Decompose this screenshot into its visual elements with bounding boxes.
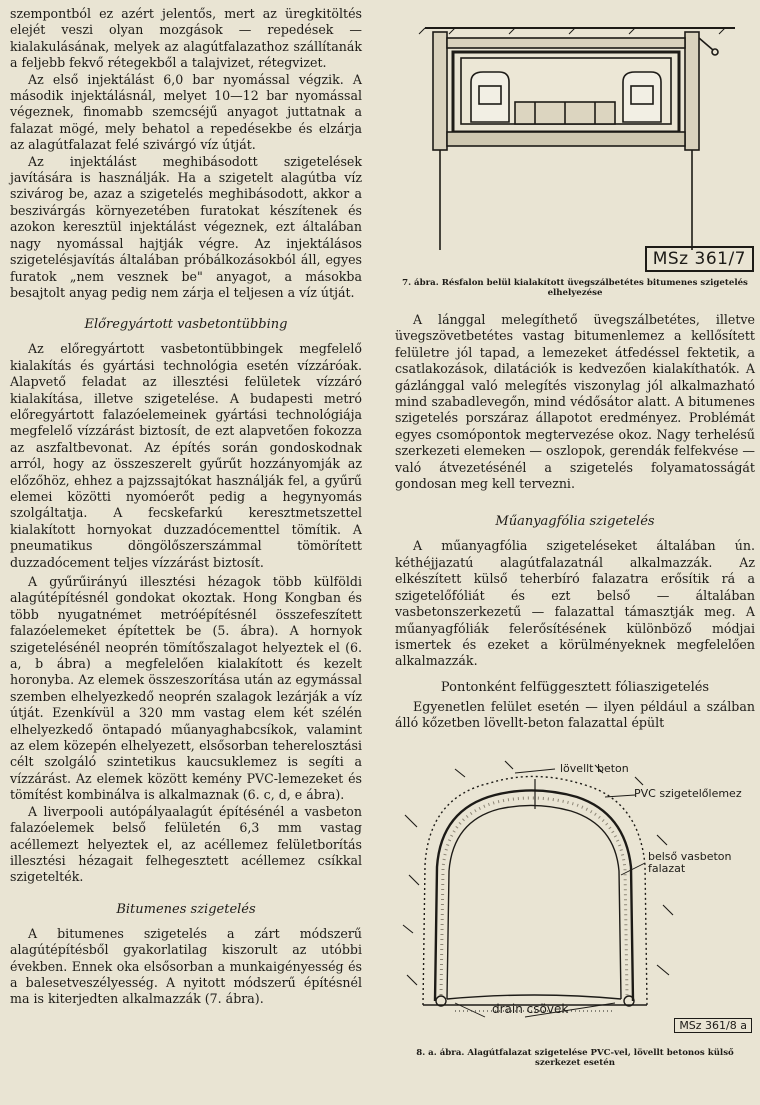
paragraph: Az injektálást meghibásodott szigetelések javítására is használják. Ha a szigetelt alagútba víz szivárog be, azaz a szigetelés meghibásodott, akkor a beszivárgás környezetében furatokat készítenek és azokon keresztül injektálást végeznek, ezt általában nagy nyomással hajtják végre. Az injektálásos szigetelésjavítás általában próbálkozásokból áll, egyes furatok „nem vesznek be" anyagot, a másokba besajtolt anyag pedig nem zárja el teljesen a víz útját. [10, 153, 362, 300]
paragraph: A lánggal melegíthető üvegszálbetétes, illetve üvegszövetbetétes vastag bitumenlemez a kellősített felületre jól tapad, a lemezeket átfedéssel fektetik, a csatlakozások, dilatációk is kedvezően kialakíthatók. A gázlánggal való melegítés viszonylag jól alkalmazható mind szabadlevegőn, mind védősátor alatt. A bitumenes szigetelés porszáraz állapotot eredményez. Problémát egyes csomópontok megtervezése okoz. Nagy terhelésű szerkezeti elemeken — oszlopok, gerendák felfekvése — való átvezetésénél a szigetelés folyamatosságát gondosan meg kell tervezni. [395, 312, 755, 492]
paragraph: A liverpooli autópályaalagút építésénél a vasbeton falazóelemek belső felületén 6,3 mm vastag acéllemezt helyeztek el, az acéllemez felületborítás illesztési hézagait felhegesztett acéllemez csíkkal szigetelték. [10, 803, 362, 885]
paragraph: A gyűrűirányú illesztési hézagok több külföldi alagútépítésnél gondokat okoztak. Hong Kongban és több nyugatnémet metróépítésnél összefeszített falazóelemeket építettek be (5. ábra). A hornyok szigetelésénél neoprén tömítőszalagot helyeztek el (6. a, b ábra) a megfelelően kialakított és kezelt horonyba. Az elemek összeszorítása után az egymással szemben elhelyezkedő neoprén szalagok lezárják a víz útját. Ezenkívül a 320 mm vastag elem két szélén elhelyezkedő öntapadó műanyaghabcsíkok, valamint az elem közepén elhelyezett, elsősorban teherelosztási célt szolgáló szintetikus kaucsuklemez is segíti a vízzárást. Az elemek között kemény PVC-lemezeket és tömítést kombinálva is alkalmaznak (6. c, d, e ábra). [10, 574, 362, 803]
label-belso-vasbeton: belső vasbeton falazat [648, 850, 732, 875]
label-lovellt-beton: lövellt beton [560, 762, 629, 775]
figure-8a-caption: 8. a. ábra. Alagútfalazat szigetelése PVC-vel, lövellt betonos külső szerkezet esetén [416, 1048, 734, 1068]
paragraph: szempontból ez azért jelentős, mert az üregkitöltés elejét veszi olyan mozgások — repedések — kialakulásának, melyek az alagútfalazathoz szállítanák a feljebb fekvő rétegekből a talajvizet, rétegvizet. [10, 6, 362, 71]
paragraph: Egyenetlen felület esetén — ilyen például a szálban álló kőzetben lövellt-beton falazattal épült [395, 698, 755, 731]
paragraph: Az előregyártott vasbetontübbingek megfelelő kialakítás és gyártási technológia esetén vízzáróak. Alapvető feladat az illesztési felületek vízzáró kialakítása, illetve szigetelése. A budapesti metró előregyártott falazóelemeinek gyártási technológiája megfelelő vízzárást biztosít, de ezt alapvetően fokozza az aszfaltbevonat. Az építés során gondoskodnak arról, hogy az összeszerelt gyűrűt hozzányomják az előzőhöz, ehhez a pajzssajtókat használják fel, a gyűrű elemei közötti nyomóerőt pedig a hegynyomás szolgáltatja. A fecskefarkú keresztmetszettel kialakított hornyokat duzzadócementtel tömítik. A pneumatikus döngölőszerszámmal tömörített duzzadócement teljes vízzárást biztosít. [10, 341, 362, 570]
section-heading: Műanyagfólia szigetelés [495, 514, 655, 530]
paragraph: A műanyagfólia szigeteléseket általában ún. kéthéjjazatú alagútfalazatnál alkalmazzák. Az elkészített külső teherbíró falazatra erősítik rá a szigetelőfóliát és ezt belső — általában vasbetonszerkezetű — falazattal támasztják meg. A műanyagfóliák felerősítésének különböző módjai ismertek és ezeket a körülményeknek megfelelően alkalmazzák. [395, 538, 755, 669]
section-heading: Előregyártott vasbetontübbing [84, 317, 288, 333]
paragraph: A bitumenes szigetelés a zárt módszerű alagútépítésből gyakorlatilag kiszorult az utóbbi években. Ennek oka elsősorban a munkaigényesség és a balesetveszélyesség. A nyitott módszerű építésnél ma is kiterjedten alkalmazzák (7. ábra). [10, 925, 362, 1007]
figure-7-caption: 7. ábra. Résfalon belül kialakított üvegszálbetétes bitumenes szigetelés elhelyezése [402, 278, 748, 298]
figure-7-label: MSz 361/7 [645, 246, 754, 272]
section-heading: Pontonként felfüggesztett fóliaszigetelés [440, 679, 710, 695]
figure-8a-label: MSz 361/8 a [674, 1018, 752, 1033]
label-pvc: PVC szigetelőlemez [634, 787, 742, 800]
left-column [10, 6, 362, 1008]
figure-7-drawing [395, 10, 755, 275]
label-drain: drain csövek [492, 1002, 569, 1016]
section-heading: Bitumenes szigetelés [116, 901, 256, 917]
right-column [395, 312, 755, 732]
paragraph: Az első injektálást 6,0 bar nyomással végzik. A második injektálásnál, melyet 10—12 bar nyomással végeznek, finomabb szemcséjű anyagot juttatnak a falazat mögé, mely behatol a repedésekbe és elzárja az alagútfalazat felé szivárgó víz útját. [10, 71, 362, 153]
